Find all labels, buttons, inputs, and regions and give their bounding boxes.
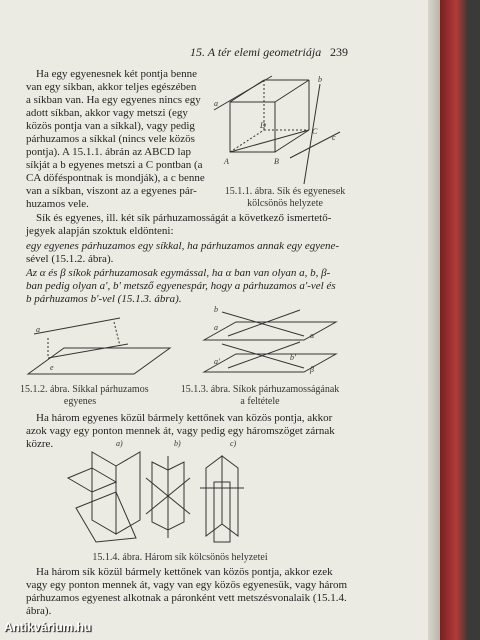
figure-cube-plane-lines [212, 72, 352, 190]
text-line: vagy egy ponton mennek át, vagy van egy közös egyenesük, vagy három [26, 579, 348, 591]
rule-line: sével (15.1.2. ábra). [26, 253, 114, 265]
figure-2-caption: 15.1.2. ábra. Síkkal párhuzamos egyenes [20, 384, 149, 407]
text-line: közös pontja van a síkkal), vagy pedig [26, 120, 195, 132]
label-D: D [260, 121, 266, 130]
label-b: b [214, 305, 218, 314]
label-a: a [36, 325, 40, 334]
text-line: a síkban van. Ha egy egyenes nincs egy [26, 94, 201, 106]
watermark: Antikvárium.hu [4, 620, 92, 634]
rule-line: ban pedig olyan a', b' metsző egyenespár, hogy a párhuzamos a'-vel és [26, 280, 336, 292]
rule-line: egy egyenes párhuzamos egy síkkal, ha párhuzamos annak egy egyene- [26, 240, 340, 252]
book-cover-edge [440, 0, 480, 640]
figure-parallel-planes [200, 300, 340, 380]
line-c [230, 130, 309, 152]
rule-line: b párhuzamos b'-vel (15.1.3. ábra). [26, 293, 182, 305]
label-a: a [214, 99, 218, 108]
plane-alpha [204, 322, 336, 340]
text-line: adott síkban, akkor vagy metszi (egy [26, 107, 188, 119]
figure-three-planes [56, 438, 276, 548]
page-number: 239 [330, 45, 348, 59]
figure-3-caption: 15.1.3. ábra. Síkok párhuzamosságának a feltétele [180, 384, 340, 407]
text-line: azok vagy egy ponton mennek át, vagy pedig egy háromszöget zárnak [26, 425, 335, 437]
chapter-header: 15. A tér elemi geometriája [190, 45, 322, 59]
rule-line: Az α és β síkok párhuzamosak egymással, ha α ban van olyan a, b, β- [26, 267, 331, 279]
text-line: síkját a b egyenes metszi a C pontban (a [26, 159, 203, 171]
label-e: e [50, 363, 54, 372]
text-line: Ha három egyenes közül bármely kettőnek van közös pontja, akkor [36, 412, 333, 424]
figure-parallel-line-plane [24, 308, 174, 380]
text-line: van a síkban, viszont az a egyenes pár- [26, 185, 197, 197]
text-line: huzamos vele. [26, 198, 89, 210]
label-alpha: α [310, 331, 315, 340]
line-a [34, 318, 120, 334]
label-a: a [214, 323, 218, 332]
text-line: közre. [26, 438, 54, 450]
label-b: b [318, 75, 322, 84]
cube-front-face [230, 102, 275, 152]
text-line: párhuzamos egyenest alkotnak a páronként vett metszésvonalaik (15.1.4. [26, 592, 347, 604]
label-a-prime: a' [214, 357, 220, 366]
label-C: C [312, 127, 318, 136]
label-A: A [224, 157, 229, 166]
label-B: B [274, 157, 279, 166]
label-b: b) [174, 439, 181, 448]
label-c: c) [230, 439, 237, 448]
text-line: párhuzamos a síkkal (nincs vele közös [26, 133, 195, 145]
figure-1-caption: 15.1.1. ábra. Sík és egyenesek kölcsönös helyzete [224, 186, 346, 209]
label-beta: β [310, 365, 314, 374]
plane-beta [204, 354, 336, 372]
text-line: ábra). [26, 605, 52, 617]
text-line: Ha három sík közül bármely kettőnek van közös pontja, akkor ezek [36, 566, 333, 578]
text-line: pontja). A 15.1.1. ábrán az ABCD lap [26, 146, 191, 158]
label-a: a) [116, 439, 123, 448]
page-edges [428, 0, 440, 640]
label-c: c [332, 133, 336, 142]
text-line: CA döféspontnak is mondják), a c benne [26, 172, 205, 184]
label-b-prime: b' [290, 353, 296, 362]
text-line: van egy síkban, akkor teljes egészében [26, 81, 197, 93]
line-a [214, 76, 272, 110]
figure-4-caption: 15.1.4. ábra. Három sík kölcsönös helyzetei [92, 552, 268, 563]
text-line: jegyek alapján szoktuk eldönteni: [26, 225, 174, 237]
text-line: Sík és egyenes, ill. két sík párhuzamosságát a következő ismertető- [36, 212, 332, 224]
text-line: Ha egy egyenesnek két pontja benne [36, 68, 197, 80]
